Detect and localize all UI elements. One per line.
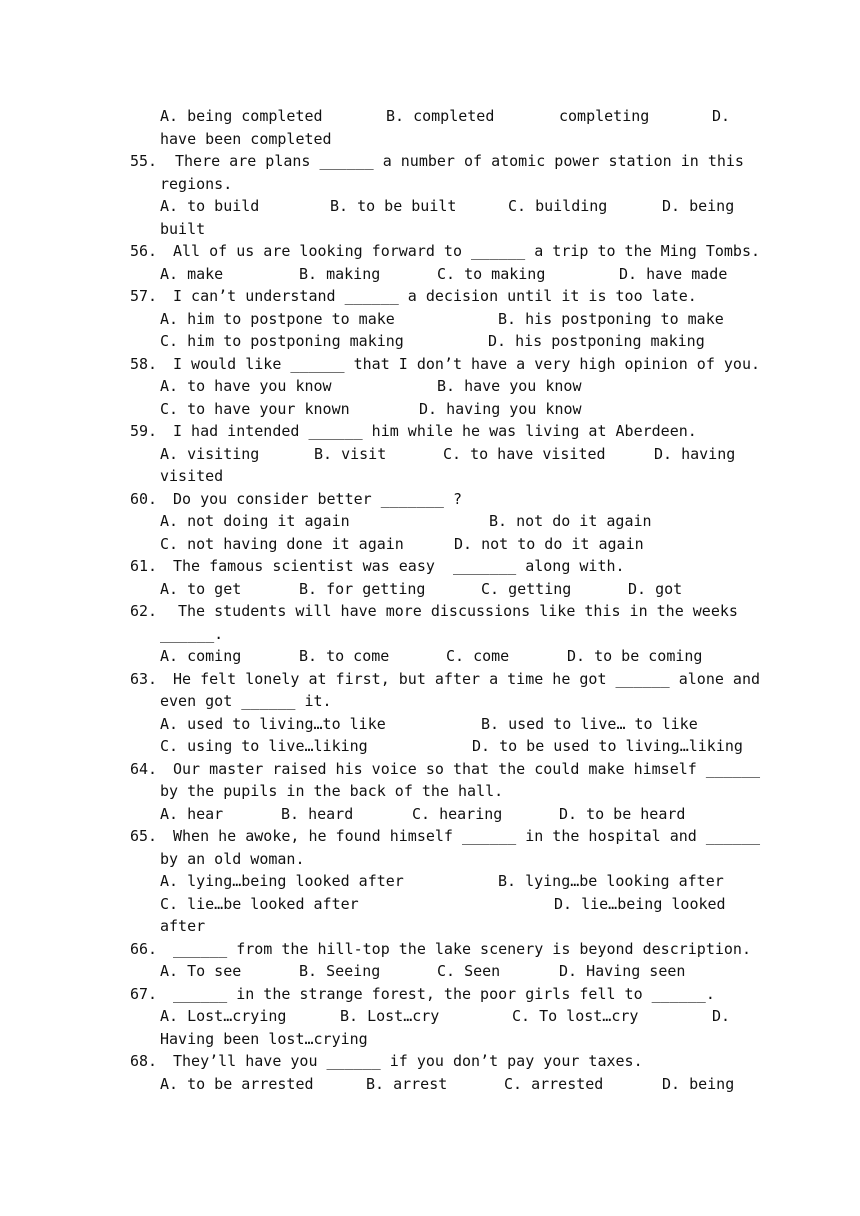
text-line: [0, 488, 860, 510]
question-text: visited: [160, 467, 224, 485]
text-line: [0, 960, 860, 982]
text-line: [0, 578, 860, 600]
answer-option: C. to have your known: [160, 400, 350, 418]
answer-option: A. visiting: [160, 445, 260, 463]
text-line: [0, 1028, 860, 1050]
answer-option: C. come: [446, 647, 510, 665]
answer-option: A. him to postpone to make: [160, 310, 395, 328]
question-number: 56.: [130, 242, 158, 260]
question-text: There are plans ______ a number of atomic power station in this: [175, 152, 744, 170]
question-number: 67.: [130, 985, 158, 1003]
text-line: [0, 105, 860, 127]
text-line: [0, 1050, 860, 1072]
text-line: [0, 285, 860, 307]
answer-option: B. Seeing: [299, 962, 381, 980]
text-line: [0, 938, 860, 960]
answer-option: A. to build: [160, 197, 260, 215]
answer-option: C. arrested: [504, 1075, 604, 1093]
text-line: [0, 780, 860, 802]
question-number: 63.: [130, 670, 158, 688]
text-line: [0, 195, 860, 217]
answer-option: B. have you know: [437, 377, 582, 395]
question-number: 58.: [130, 355, 158, 373]
question-number: 60.: [130, 490, 158, 508]
question-text: even got ______ it.: [160, 692, 332, 710]
answer-option: B. not do it again: [489, 512, 652, 530]
question-number: 57.: [130, 287, 158, 305]
answer-option: D. got: [628, 580, 683, 598]
text-line: [0, 263, 860, 285]
text-line: [0, 465, 860, 487]
answer-option: A. make: [160, 265, 224, 283]
answer-option: A. to get: [160, 580, 242, 598]
answer-option: B. making: [299, 265, 381, 283]
text-line: [0, 240, 860, 262]
text-line: [0, 330, 860, 352]
question-text: The students will have more discussions like this in the weeks: [178, 602, 738, 620]
text-line: [0, 443, 860, 465]
answer-option: B. Lost…cry: [340, 1007, 440, 1025]
answer-option: C. Seen: [437, 962, 501, 980]
answer-option: C. to making: [437, 265, 546, 283]
question-text: ______ from the hill-top the lake scenery is beyond description.: [173, 940, 751, 958]
answer-option: B. to be built: [330, 197, 457, 215]
question-text: All of us are looking forward to ______ a trip to the Ming Tombs.: [173, 242, 760, 260]
text-line: [0, 173, 860, 195]
question-text: Do you consider better _______ ?: [173, 490, 462, 508]
text-line: [0, 983, 860, 1005]
question-text: by an old woman.: [160, 850, 305, 868]
answer-option: D.: [712, 1007, 731, 1025]
answer-option: A. to be arrested: [160, 1075, 314, 1093]
answer-option: C. to have visited: [443, 445, 606, 463]
answer-option: C. using to live…liking: [160, 737, 368, 755]
text-line: [0, 668, 860, 690]
question-text: When he awoke, he found himself ______ in the hospital and ______: [173, 827, 760, 845]
text-line: [0, 308, 860, 330]
text-line: [0, 870, 860, 892]
answer-option: D. Having seen: [559, 962, 686, 980]
question-number: 65.: [130, 827, 158, 845]
question-text: completing: [559, 107, 650, 125]
answer-option: D. to be used to living…liking: [472, 737, 743, 755]
text-line: [0, 150, 860, 172]
answer-option: D. have made: [619, 265, 728, 283]
answer-option: D. having: [654, 445, 736, 463]
answer-option: B. to come: [299, 647, 390, 665]
text-line: [0, 128, 860, 150]
answer-option: D. his postponing making: [488, 332, 705, 350]
answer-option: D. not to do it again: [454, 535, 644, 553]
question-text: Our master raised his voice so that the could make himself ______: [173, 760, 760, 778]
answer-option: C. lie…be looked after: [160, 895, 359, 913]
text-line: [0, 915, 860, 937]
answer-option: A. hear: [160, 805, 224, 823]
question-text: The famous scientist was easy _______ along with.: [173, 557, 625, 575]
answer-option: A. coming: [160, 647, 242, 665]
answer-option: B. completed: [386, 107, 495, 125]
text-line: [0, 758, 860, 780]
question-text: have been completed: [160, 130, 332, 148]
text-line: [0, 848, 860, 870]
question-text: by the pupils in the back of the hall.: [160, 782, 504, 800]
question-text: He felt lonely at first, but after a time he got ______ alone and: [173, 670, 760, 688]
text-line: [0, 533, 860, 555]
text-line: [0, 420, 860, 442]
text-line: [0, 555, 860, 577]
answer-option: D. lie…being looked: [554, 895, 726, 913]
answer-option: B. visit: [314, 445, 387, 463]
answer-option: C. building: [508, 197, 608, 215]
answer-option: B. for getting: [299, 580, 426, 598]
text-line: [0, 600, 860, 622]
question-text: I can’t understand ______ a decision until it is too late.: [173, 287, 697, 305]
question-number: 64.: [130, 760, 158, 778]
question-text: They’ll have you ______ if you don’t pay your taxes.: [173, 1052, 643, 1070]
question-text: built: [160, 220, 206, 238]
answer-option: C. him to postponing making: [160, 332, 404, 350]
answer-option: A. not doing it again: [160, 512, 350, 530]
question-number: 66.: [130, 940, 158, 958]
answer-option: A. being completed: [160, 107, 323, 125]
answer-option: D. to be coming: [567, 647, 703, 665]
text-line: [0, 623, 860, 645]
text-line: [0, 510, 860, 532]
text-line: [0, 1005, 860, 1027]
text-line: [0, 803, 860, 825]
answer-option: B. his postponing to make: [498, 310, 724, 328]
answer-option: C. not having done it again: [160, 535, 404, 553]
text-line: [0, 645, 860, 667]
answer-option: C. hearing: [412, 805, 503, 823]
question-number: 59.: [130, 422, 158, 440]
text-line: [0, 218, 860, 240]
answer-option: B. arrest: [366, 1075, 448, 1093]
question-text: I would like ______ that I don’t have a very high opinion of you.: [173, 355, 760, 373]
text-line: [0, 893, 860, 915]
text-line: [0, 398, 860, 420]
answer-option: A. lying…being looked after: [160, 872, 404, 890]
answer-option: A. to have you know: [160, 377, 332, 395]
answer-option: D. being: [662, 197, 735, 215]
question-text: ______.: [160, 625, 224, 643]
answer-option: C. To lost…cry: [512, 1007, 639, 1025]
question-text: Having been lost…crying: [160, 1030, 368, 1048]
question-number: 68.: [130, 1052, 158, 1070]
answer-option: D. having you know: [419, 400, 582, 418]
question-text: after: [160, 917, 206, 935]
text-line: [0, 375, 860, 397]
text-line: [0, 735, 860, 757]
text-line: [0, 1073, 860, 1095]
answer-option: A. To see: [160, 962, 242, 980]
text-line: [0, 690, 860, 712]
answer-option: D.: [712, 107, 731, 125]
question-text: regions.: [160, 175, 233, 193]
answer-option: D. being: [662, 1075, 735, 1093]
question-number: 55.: [130, 152, 158, 170]
answer-option: B. used to live… to like: [481, 715, 698, 733]
text-line: [0, 353, 860, 375]
text-line: [0, 825, 860, 847]
question-number: 61.: [130, 557, 158, 575]
answer-option: A. used to living…to like: [160, 715, 386, 733]
question-number: 62.: [130, 602, 158, 620]
question-text: ______ in the strange forest, the poor girls fell to ______.: [173, 985, 715, 1003]
text-line: [0, 713, 860, 735]
answer-option: B. heard: [281, 805, 354, 823]
answer-option: A. Lost…crying: [160, 1007, 287, 1025]
question-text: I had intended ______ him while he was living at Aberdeen.: [173, 422, 697, 440]
answer-option: B. lying…be looking after: [498, 872, 724, 890]
answer-option: D. to be heard: [559, 805, 686, 823]
answer-option: C. getting: [481, 580, 572, 598]
